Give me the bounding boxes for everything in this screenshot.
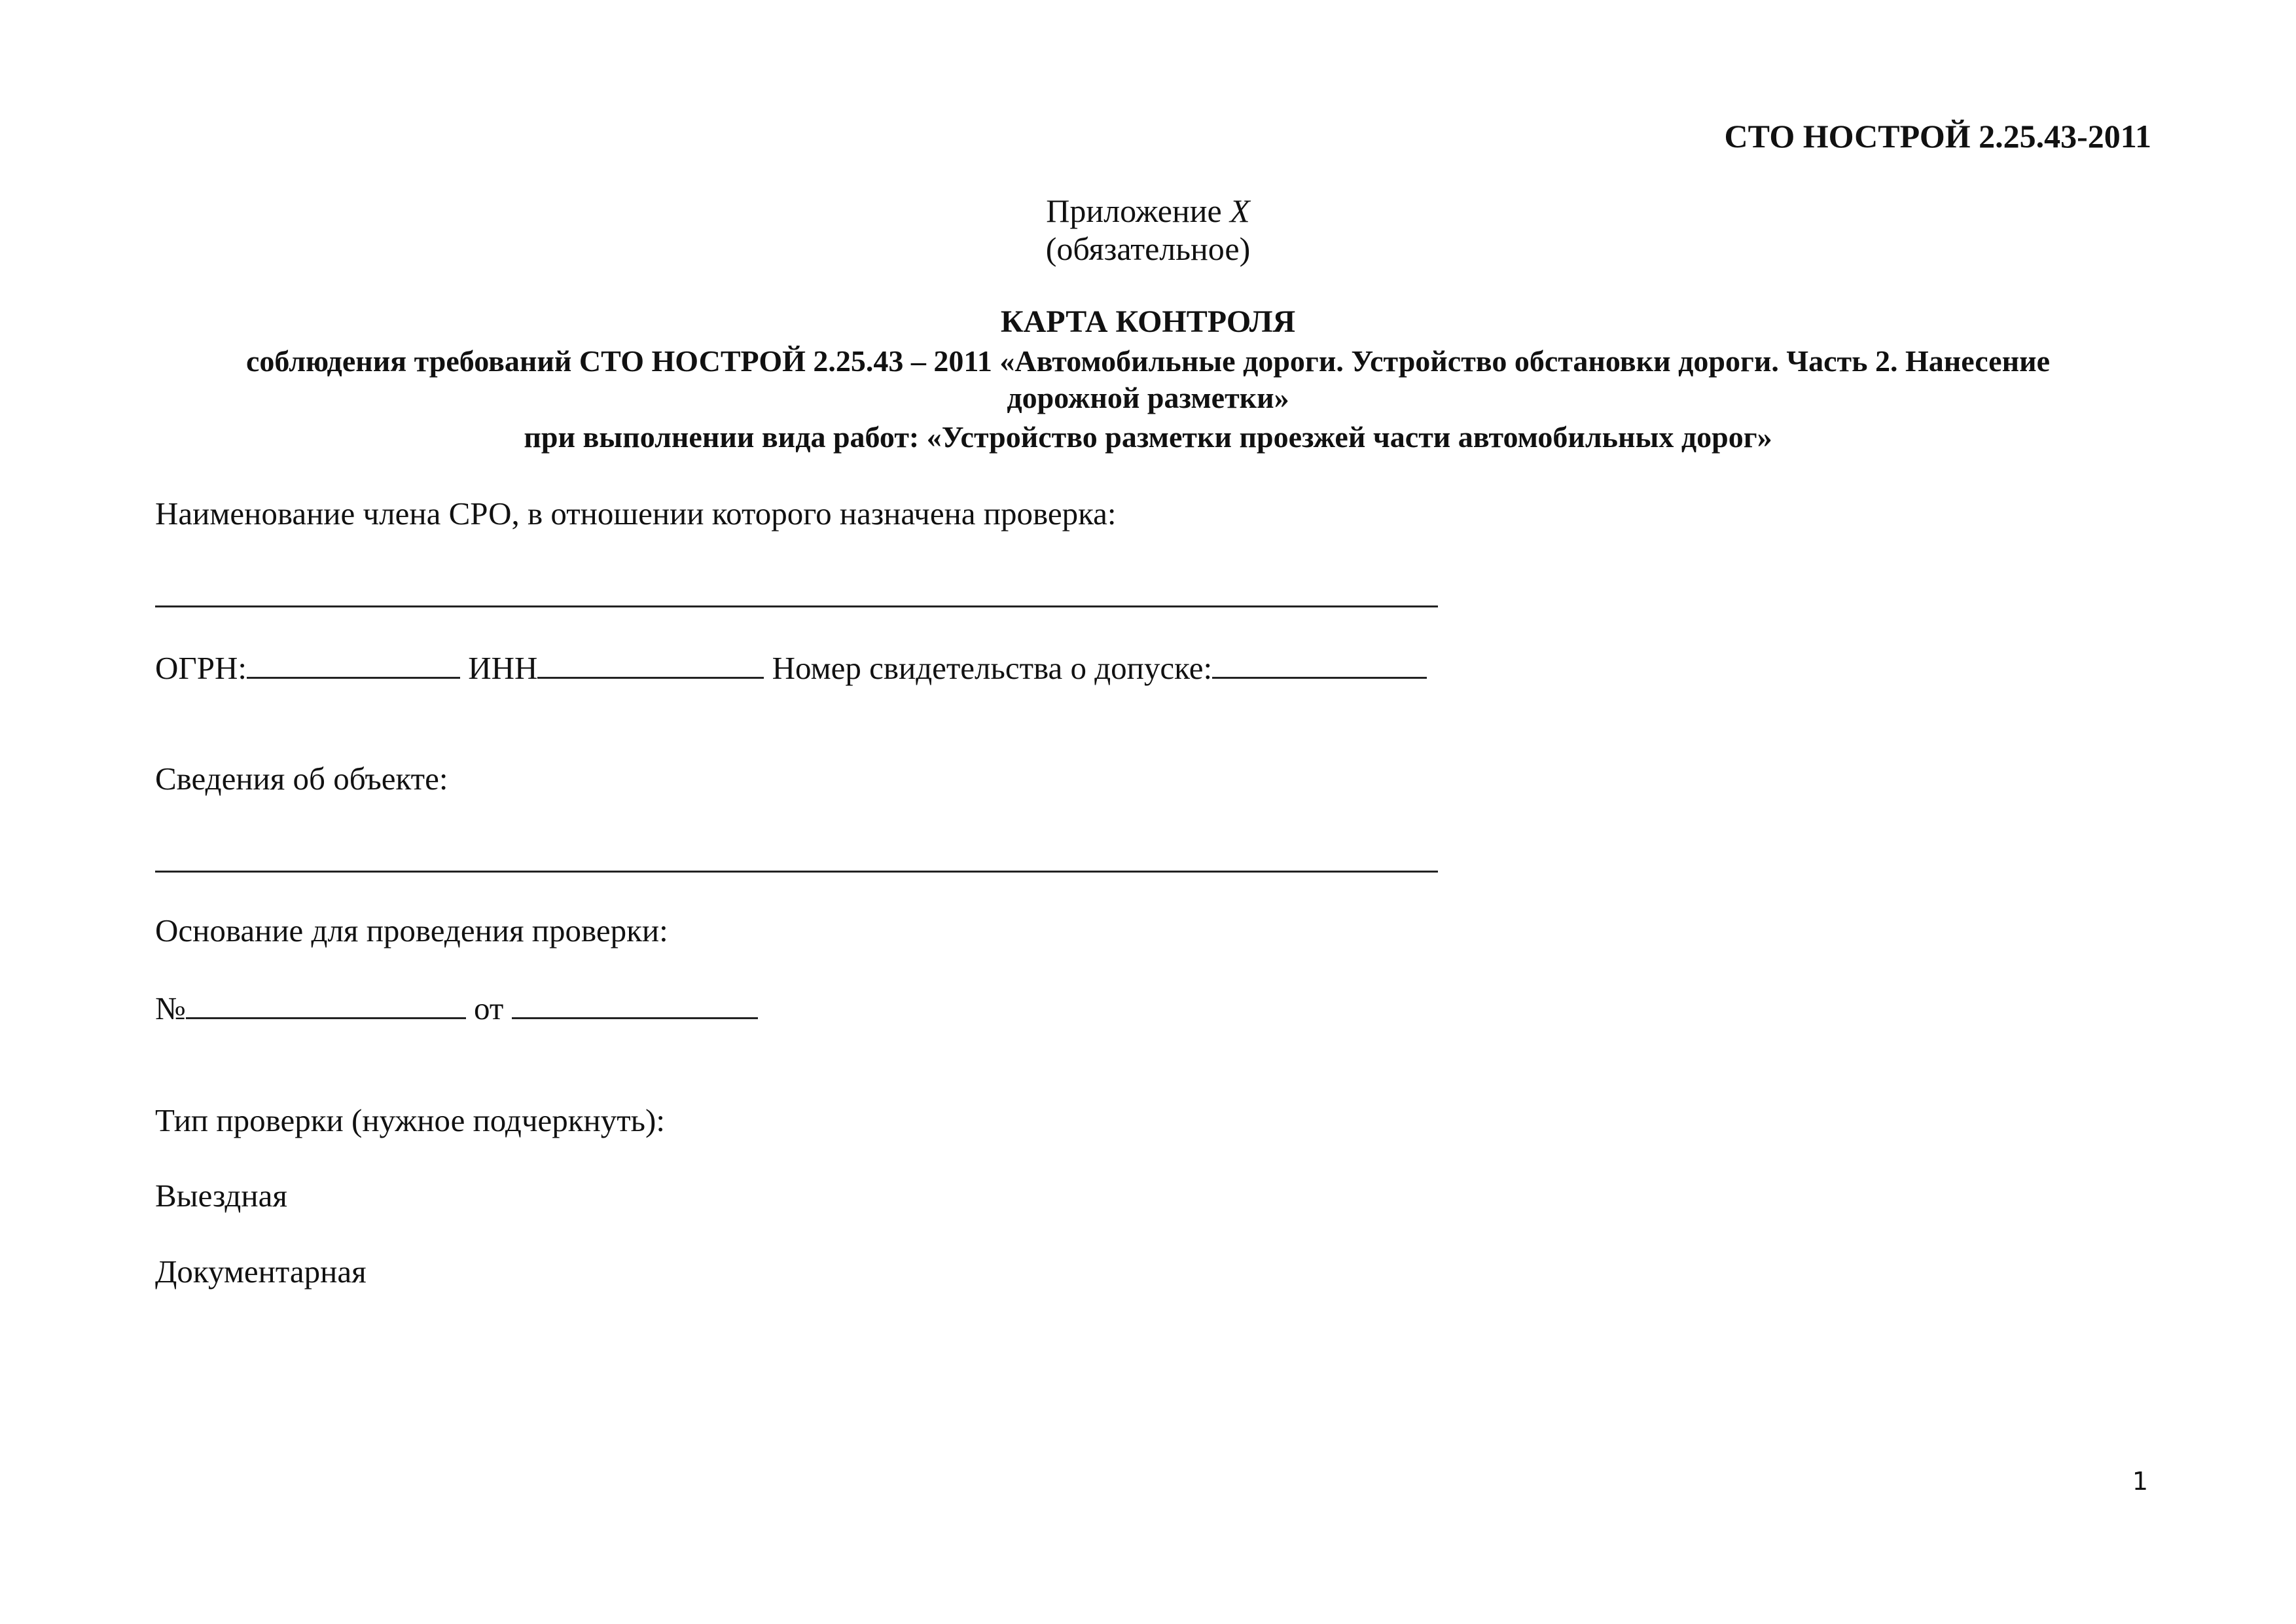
check-type-option-documentary[interactable]: Документарная — [155, 1254, 367, 1290]
inn-label: ИНН — [468, 650, 538, 686]
certificate-label: Номер свидетельства о допуске: — [772, 650, 1213, 686]
page-number: 1 — [2132, 1467, 2148, 1496]
object-info-blank[interactable] — [155, 871, 1438, 873]
check-type-option-field[interactable]: Выездная — [155, 1178, 287, 1214]
appendix-label: Приложение — [1046, 192, 1222, 229]
document-code: СТО НОСТРОЙ 2.25.43-2011 — [1724, 118, 2151, 154]
appendix-type: (обязательное) — [1045, 230, 1251, 267]
ogrn-label: ОГРН: — [155, 650, 247, 686]
check-type-label: Тип проверки (нужное подчеркнуть): — [155, 1102, 665, 1138]
appendix-letter: X — [1230, 192, 1250, 229]
object-info-label: Сведения об объекте: — [155, 761, 448, 797]
basis-number-row — [155, 987, 758, 1028]
member-name-blank[interactable] — [155, 605, 1438, 607]
basis-date-blank[interactable] — [512, 987, 758, 1019]
document-title: КАРТА КОНТРОЛЯ — [1000, 304, 1296, 339]
inn-blank[interactable] — [537, 647, 764, 679]
document-subtitle-line-1: соблюдения требований СТО НОСТРОЙ 2.25.43 – 2011 «Автомобильные дороги. Устройство обстановки дороги. Часть 2. Нанесение — [245, 344, 2051, 378]
basis-label: Основание для проведения проверки: — [155, 912, 668, 948]
number-sign: № — [155, 990, 186, 1026]
ogrn-blank[interactable] — [247, 647, 460, 679]
appendix-heading — [0, 191, 2296, 230]
member-name-label: Наименование члена СРО, в отношении которого назначена проверка: — [155, 496, 1117, 532]
document-subtitle-line-2: дорожной разметки» — [1007, 381, 1289, 414]
document-subtitle-line-3: при выполнении вида работ: «Устройство разметки проезжей части автомобильных дорог» — [524, 420, 1772, 454]
from-label: от — [474, 990, 504, 1026]
registration-row — [155, 647, 1427, 688]
certificate-blank[interactable] — [1212, 647, 1427, 679]
basis-number-blank[interactable] — [186, 987, 466, 1019]
